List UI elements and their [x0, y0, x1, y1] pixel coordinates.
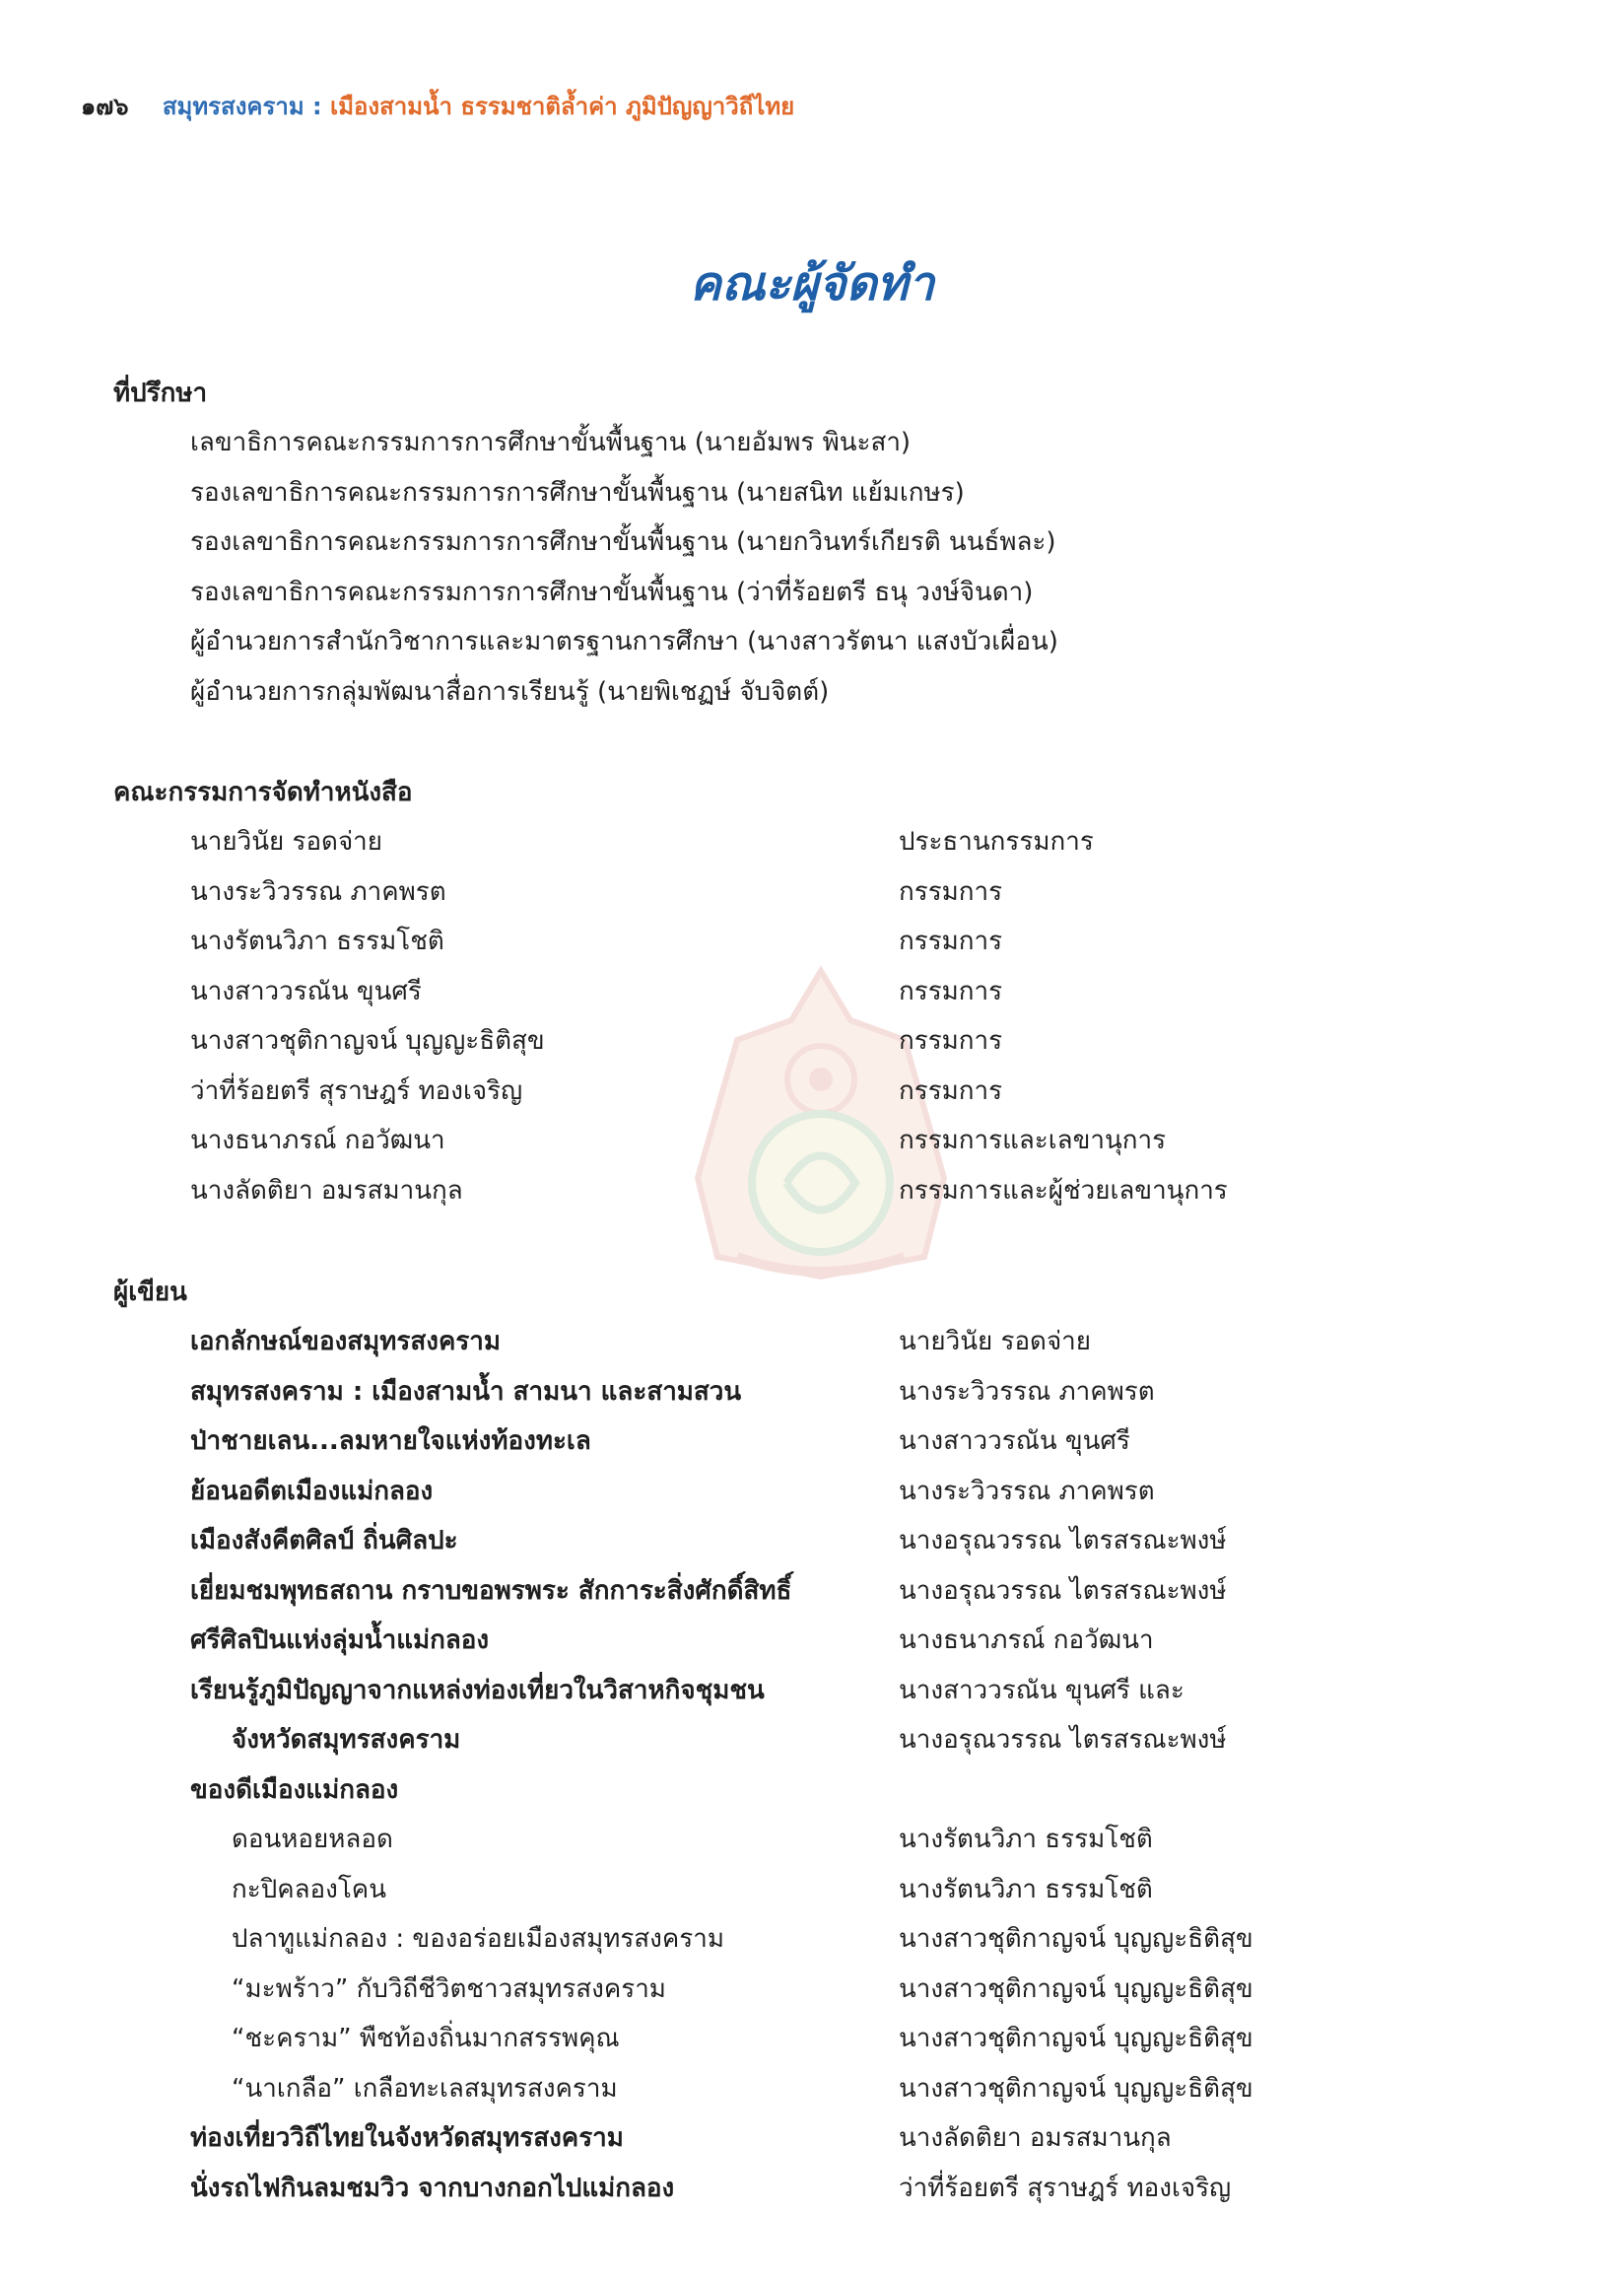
writer-topic: กะปิคลองโคน	[232, 1874, 386, 1904]
writer-topic: ดอนหอยหลอด	[232, 1825, 393, 1854]
page-header	[81, 87, 794, 125]
committee-member-role: กรรมการ	[899, 976, 1003, 1006]
committee-member-name: นางรัตนวิภา ธรรมโชติ	[190, 927, 444, 956]
committee-member-role: กรรมการและผู้ช่วยเลขานุการ	[899, 1175, 1228, 1206]
committee-member-role: กรรมการ	[899, 1075, 1003, 1106]
advisor-item: รองเลขาธิการคณะกรรมการการศึกษาขั้นพื้นฐาน (นายกวินทร์เกียรติ นนธ์พละ)	[190, 527, 1056, 557]
committee-member-name: นางลัดติยา อมรสมานกุล	[190, 1175, 463, 1206]
writer-topic: ท่องเที่ยววิถีไทยในจังหวัดสมุทรสงคราม	[190, 2123, 624, 2153]
writer-author: นายวินัย รอดจ่าย	[899, 1327, 1092, 1356]
writer-author: นางรัตนวิภา ธรรมโชติ	[899, 1874, 1153, 1904]
advisor-item: รองเลขาธิการคณะกรรมการการศึกษาขั้นพื้นฐาน (ว่าที่ร้อยตรี ธนุ วงษ์จินดา)	[190, 577, 1034, 607]
writer-topic: “นาเกลือ” เกลือทะเลสมุทรสงคราม	[232, 2073, 618, 2104]
committee-member-role: กรรมการและเลขานุการ	[899, 1126, 1167, 1155]
committee-member-role: กรรมการ	[899, 1026, 1003, 1056]
page-number: ๑๗๖	[81, 93, 129, 120]
writer-topic: นั่งรถไฟกินลมชมวิว จากบางกอกไปแม่กลอง	[190, 2173, 675, 2203]
section-heading-advisors: ที่ปรึกษา	[113, 379, 208, 408]
committee-member-name: นางสาววรณัน ขุนศรี	[190, 976, 422, 1006]
writer-topic: ของดีเมืองแม่กลอง	[190, 1774, 399, 1805]
committee-member-name: นางระวิวรรณ ภาคพรต	[190, 876, 446, 907]
writer-author: นางสาววรณัน ขุนศรี	[899, 1426, 1130, 1456]
writer-author: นางระวิวรรณ ภาคพรต	[899, 1476, 1155, 1506]
writer-topic: จังหวัดสมุทรสงคราม	[232, 1725, 461, 1755]
writer-author: นางสาวชุติกาญจน์ บุญญะธิติสุข	[899, 2024, 1253, 2053]
writer-author: นางสาววรณัน ขุนศรี และ	[899, 1675, 1184, 1705]
writer-topic: เรียนรู้ภูมิปัญญาจากแหล่งท่องเที่ยวในวิสาหกิจชุมชน	[190, 1675, 765, 1705]
section-heading-writers: ผู้เขียน	[113, 1278, 187, 1307]
writer-author: นางสาวชุติกาญจน์ บุญญะธิติสุข	[899, 1973, 1253, 2004]
advisor-item: ผู้อำนวยการสำนักวิชาการและมาตรฐานการศึกษา (นางสาวรัตนา แสงบัวเผื่อน)	[190, 627, 1058, 657]
writer-topic: เมืองสังคีตศิลป์ ถิ่นศิลปะ	[190, 1526, 458, 1555]
writer-topic: เยี่ยมชมพุทธสถาน กราบขอพรพระ สักการะสิ่งศักดิ์สิทธิ์	[190, 1575, 792, 1606]
writer-author: ว่าที่ร้อยตรี สุราษฎร์ ทองเจริญ	[899, 2173, 1232, 2203]
writer-topic: “มะพร้าว” กับวิถีชีวิตชาวสมุทรสงคราม	[232, 1973, 666, 2004]
page-title: คณะผู้จัดทำ	[689, 256, 935, 311]
book-title: สมุทรสงคราม :	[162, 93, 322, 120]
committee-member-name: นางธนาภรณ์ กอวัฒนา	[190, 1126, 445, 1155]
writer-author: นางสาวชุติกาญจน์ บุญญะธิติสุข	[899, 1924, 1253, 1954]
writer-author: นางสาวชุติกาญจน์ บุญญะธิติสุข	[899, 2073, 1253, 2104]
section-heading-committee: คณะกรรมการจัดทำหนังสือ	[113, 778, 413, 807]
writer-topic: “ชะคราม” พืชท้องถิ่นมากสรรพคุณ	[232, 2024, 620, 2053]
committee-member-name: ว่าที่ร้อยตรี สุราษฎร์ ทองเจริญ	[190, 1075, 523, 1106]
advisor-item: รองเลขาธิการคณะกรรมการการศึกษาขั้นพื้นฐาน (นายสนิท แย้มเกษร)	[190, 477, 965, 508]
writer-topic: สมุทรสงคราม : เมืองสามน้ำ สามนา และสามสวน	[190, 1376, 742, 1407]
writer-author: นางระวิวรรณ ภาคพรต	[899, 1376, 1155, 1407]
writer-author: นางอรุณวรรณ ไตรสรณะพงษ์	[899, 1725, 1227, 1755]
writer-topic: เอกลักษณ์ของสมุทรสงคราม	[190, 1327, 502, 1356]
advisor-item: เลขาธิการคณะกรรมการการศึกษาขั้นพื้นฐาน (นายอัมพร พินะสา)	[190, 428, 912, 457]
writer-author: นางอรุณวรรณ ไตรสรณะพงษ์	[899, 1526, 1227, 1555]
committee-member-role: กรรมการ	[899, 927, 1003, 956]
committee-member-role: กรรมการ	[899, 876, 1003, 907]
writer-author: นางอรุณวรรณ ไตรสรณะพงษ์	[899, 1575, 1227, 1606]
writer-author: นางธนาภรณ์ กอวัฒนา	[899, 1625, 1154, 1655]
writer-topic: ป่าชายเลน...ลมหายใจแห่งท้องทะเล	[190, 1426, 591, 1456]
book-subtitle: เมืองสามน้ำ ธรรมชาติล้ำค่า ภูมิปัญญาวิถีไทย	[329, 93, 795, 120]
committee-member-name: นายวินัย รอดจ่าย	[190, 827, 383, 857]
advisor-item: ผู้อำนวยการกลุ่มพัฒนาสื่อการเรียนรู้ (นายพิเชฏษ์ จับจิตต์)	[190, 676, 830, 707]
writer-author: นางลัดติยา อมรสมานกุล	[899, 2123, 1172, 2153]
committee-member-name: นางสาวชุติกาญจน์ บุญญะธิติสุข	[190, 1026, 545, 1056]
committee-member-role: ประธานกรรมการ	[899, 827, 1094, 857]
writer-topic: ย้อนอดีตเมืองแม่กลอง	[190, 1476, 434, 1506]
writer-topic: ปลาทูแม่กลอง : ของอร่อยเมืองสมุทรสงคราม	[232, 1924, 724, 1954]
writer-author: นางรัตนวิภา ธรรมโชติ	[899, 1825, 1153, 1854]
writer-topic: ศรีศิลปินแห่งลุ่มน้ำแม่กลอง	[190, 1625, 490, 1655]
